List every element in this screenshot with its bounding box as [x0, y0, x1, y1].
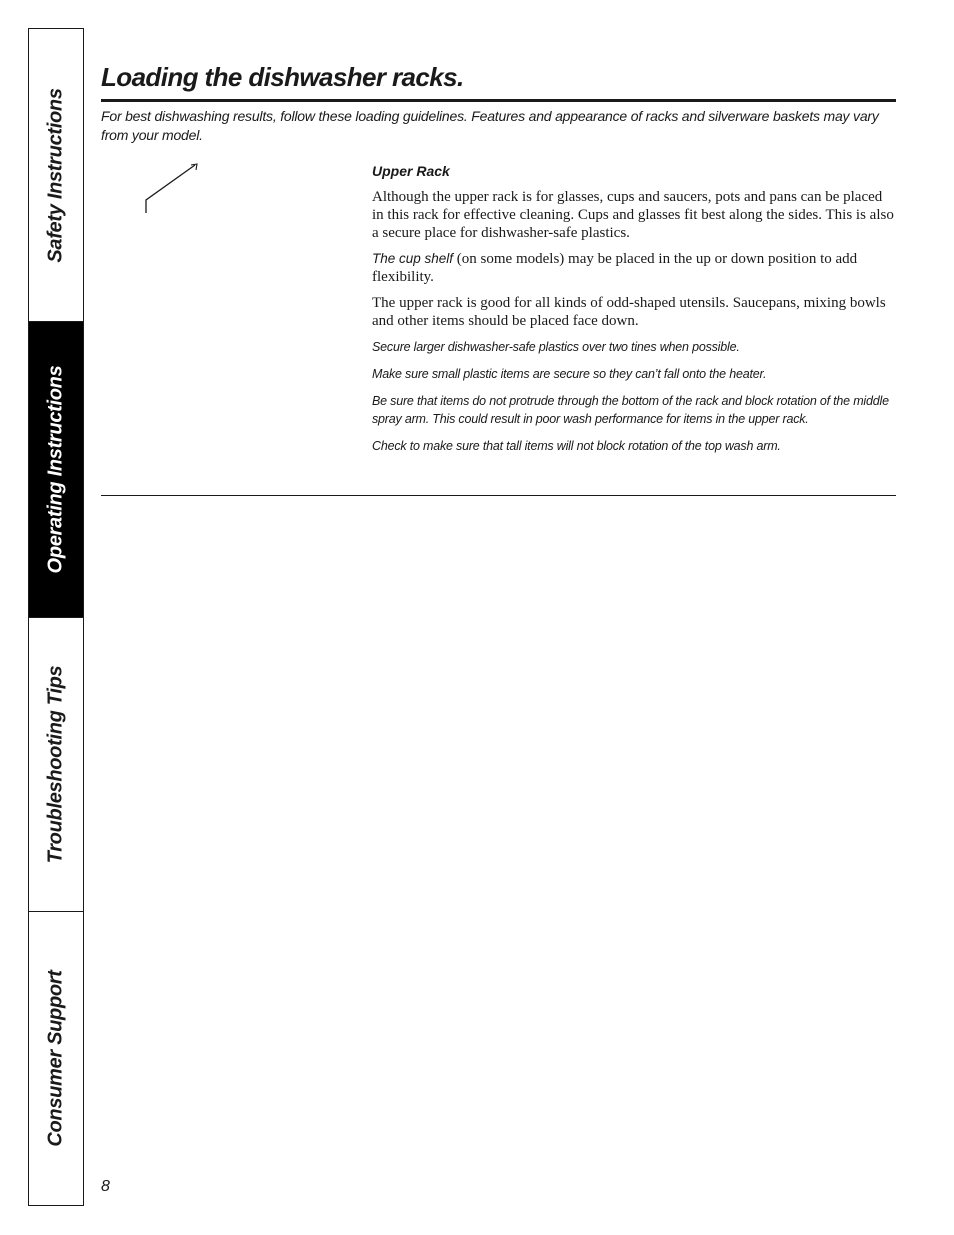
tab-label: Operating Instructions: [44, 365, 67, 574]
page-number: 8: [101, 1178, 110, 1195]
page-title: Loading the dishwasher racks.: [101, 62, 464, 92]
side-tab-nav: [28, 28, 84, 1206]
loading-note: Secure larger dishwasher-safe plastics over two tines when possible.: [372, 340, 740, 354]
tab-troubleshooting-tips[interactable]: [29, 618, 83, 912]
tab-label: Consumer Support: [44, 970, 67, 1147]
callout-arrow-icon: [140, 160, 210, 220]
loading-note: Make sure small plastic items are secure so they can’t fall onto the heater.: [372, 367, 767, 381]
body-paragraph: [372, 250, 896, 286]
cup-shelf-text: (on some models) may be placed in the up or down position to add flexibility.: [372, 251, 858, 285]
body-paragraph: Although the upper rack is for glasses, cups and saucers, pots and pans can be placed in this rack for effective cleaning. Cups and glasses fit best along the sides. This is also a secure place for dishwasher-safe plastics.: [372, 189, 894, 241]
title-divider: [101, 99, 896, 102]
tab-operating-instructions[interactable]: [29, 322, 83, 618]
tab-label: Troubleshooting Tips: [44, 665, 67, 864]
tab-safety-instructions[interactable]: [29, 29, 83, 322]
upper-rack-section: [372, 162, 896, 464]
loading-note: Be sure that items do not protrude through the bottom of the rack and block rotation of the middle spray arm. This could result in poor wash performance for items in the upper rack.: [372, 394, 889, 426]
body-paragraph: The upper rack is good for all kinds of odd-shaped utensils. Saucepans, mixing bowls and other items should be placed face down.: [372, 295, 886, 329]
section-heading: Upper Rack: [372, 163, 450, 179]
loading-note: Check to make sure that tall items will not block rotation of the top wash arm.: [372, 439, 781, 453]
section-divider: [101, 495, 896, 496]
cup-shelf-term: The cup shelf: [372, 251, 454, 266]
tab-consumer-support[interactable]: [29, 912, 83, 1205]
tab-label: Safety Instructions: [44, 87, 67, 263]
intro-text: For best dishwashing results, follow these loading guidelines. Features and appearance of racks and silverware baskets may vary from your model.: [101, 108, 879, 143]
